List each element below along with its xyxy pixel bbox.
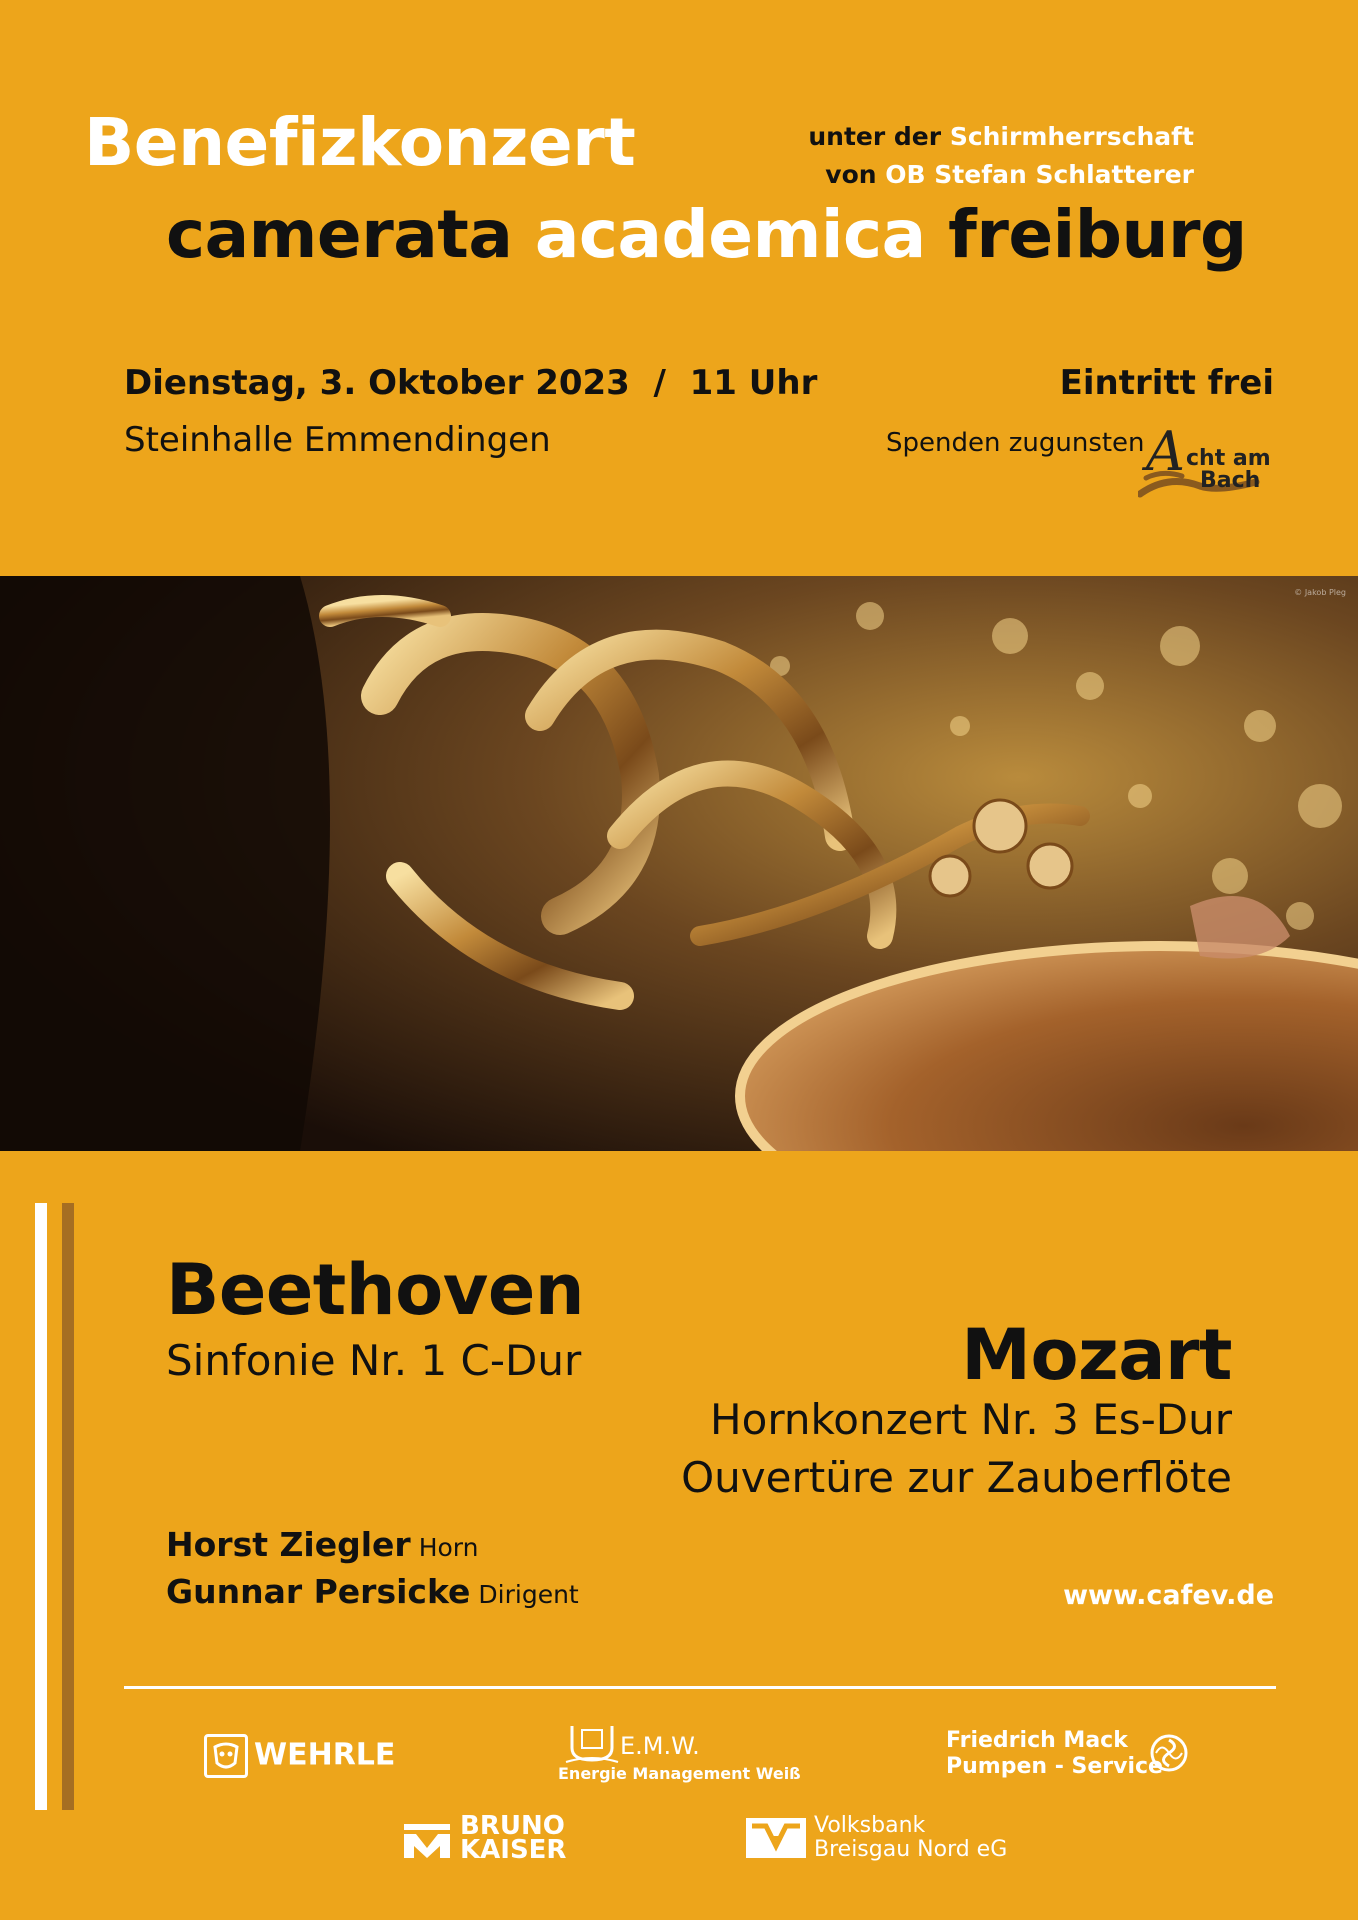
- wehrle-emblem-icon: [204, 1734, 248, 1778]
- website-link[interactable]: www.cafev.de: [1063, 1580, 1274, 1611]
- divider: [124, 1686, 1276, 1689]
- logo-text-line-2: Bach: [1200, 468, 1261, 493]
- sponsor-volksbank-logo: [746, 1814, 1007, 1862]
- performer-role: Horn: [418, 1533, 479, 1562]
- volksbank-emblem-icon: [746, 1816, 806, 1860]
- mack-line-1: Friedrich Mack: [946, 1728, 1128, 1753]
- performer-name: Gunnar Persicke: [166, 1572, 471, 1611]
- volks-line-1: Volksbank: [814, 1813, 926, 1838]
- bruno-kaiser-emblem-icon: [402, 1816, 452, 1860]
- ensemble-name-part-2: academica: [534, 196, 926, 273]
- french-horn-photo: [0, 576, 1358, 1151]
- sponsor-bruno-kaiser-logo: [402, 1811, 567, 1865]
- patron-prefix-2: von: [825, 160, 877, 189]
- pump-icon: [1148, 1732, 1190, 1774]
- performer-role: Dirigent: [478, 1580, 579, 1609]
- sponsor-emw-logo: [558, 1718, 801, 1783]
- patron-highlight: Schirmherrschaft: [949, 122, 1194, 151]
- logo-text-line-1: cht am: [1186, 446, 1271, 471]
- wehrle-text: WEHRLE: [254, 1737, 396, 1773]
- composer-beethoven: Beethoven: [166, 1249, 585, 1331]
- patronage-note: [700, 118, 1194, 194]
- decorative-bar-white: [35, 1203, 47, 1810]
- emw-emblem-icon: [562, 1718, 622, 1764]
- admission-note: Eintritt frei: [1059, 363, 1274, 403]
- logo-letter: A: [1146, 420, 1185, 483]
- event-venue: Steinhalle Emmendingen: [124, 420, 551, 460]
- emw-subtitle: Energie Management Weiß: [558, 1764, 801, 1783]
- ensemble-name-part-1: camerata: [166, 196, 513, 273]
- sponsor-wehrle-logo: [204, 1734, 395, 1778]
- event-title: Benefizkonzert: [84, 104, 636, 181]
- composer-mozart: Mozart: [961, 1314, 1232, 1396]
- photo-credit: © Jakob Pleg: [1294, 588, 1346, 597]
- bruno-line-1: BRUNO: [460, 1811, 565, 1841]
- work-sinfonie: Sinfonie Nr. 1 C-Dur: [166, 1336, 582, 1385]
- patron-prefix: unter der: [808, 122, 942, 151]
- ensemble-name: [166, 196, 1247, 273]
- performer-name: Horst Ziegler: [166, 1525, 411, 1564]
- emw-title: E.M.W.: [620, 1732, 700, 1760]
- patron-name: OB Stefan Schlatterer: [885, 160, 1194, 189]
- decorative-bar-brown: [62, 1203, 74, 1810]
- logo-text: [1186, 448, 1271, 492]
- work-hornkonzert: Hornkonzert Nr. 3 Es-Dur: [710, 1395, 1232, 1444]
- donation-note: Spenden zugunsten: [886, 428, 1145, 458]
- volks-line-2: Breisgau Nord eG: [814, 1837, 1008, 1862]
- performer-conductor: [166, 1572, 579, 1611]
- acht-am-bach-logo: [1138, 420, 1288, 506]
- bruno-line-2: KAISER: [460, 1835, 567, 1865]
- ensemble-name-part-3: freiburg: [948, 196, 1247, 273]
- event-date-time: Dienstag, 3. Oktober 2023 / 11 Uhr: [124, 363, 818, 403]
- sponsor-mack-logo: [946, 1728, 1163, 1780]
- work-ouverture: Ouvertüre zur Zauberflöte: [681, 1453, 1232, 1502]
- mack-line-2: Pumpen - Service: [946, 1754, 1163, 1779]
- performer-horn: [166, 1525, 478, 1564]
